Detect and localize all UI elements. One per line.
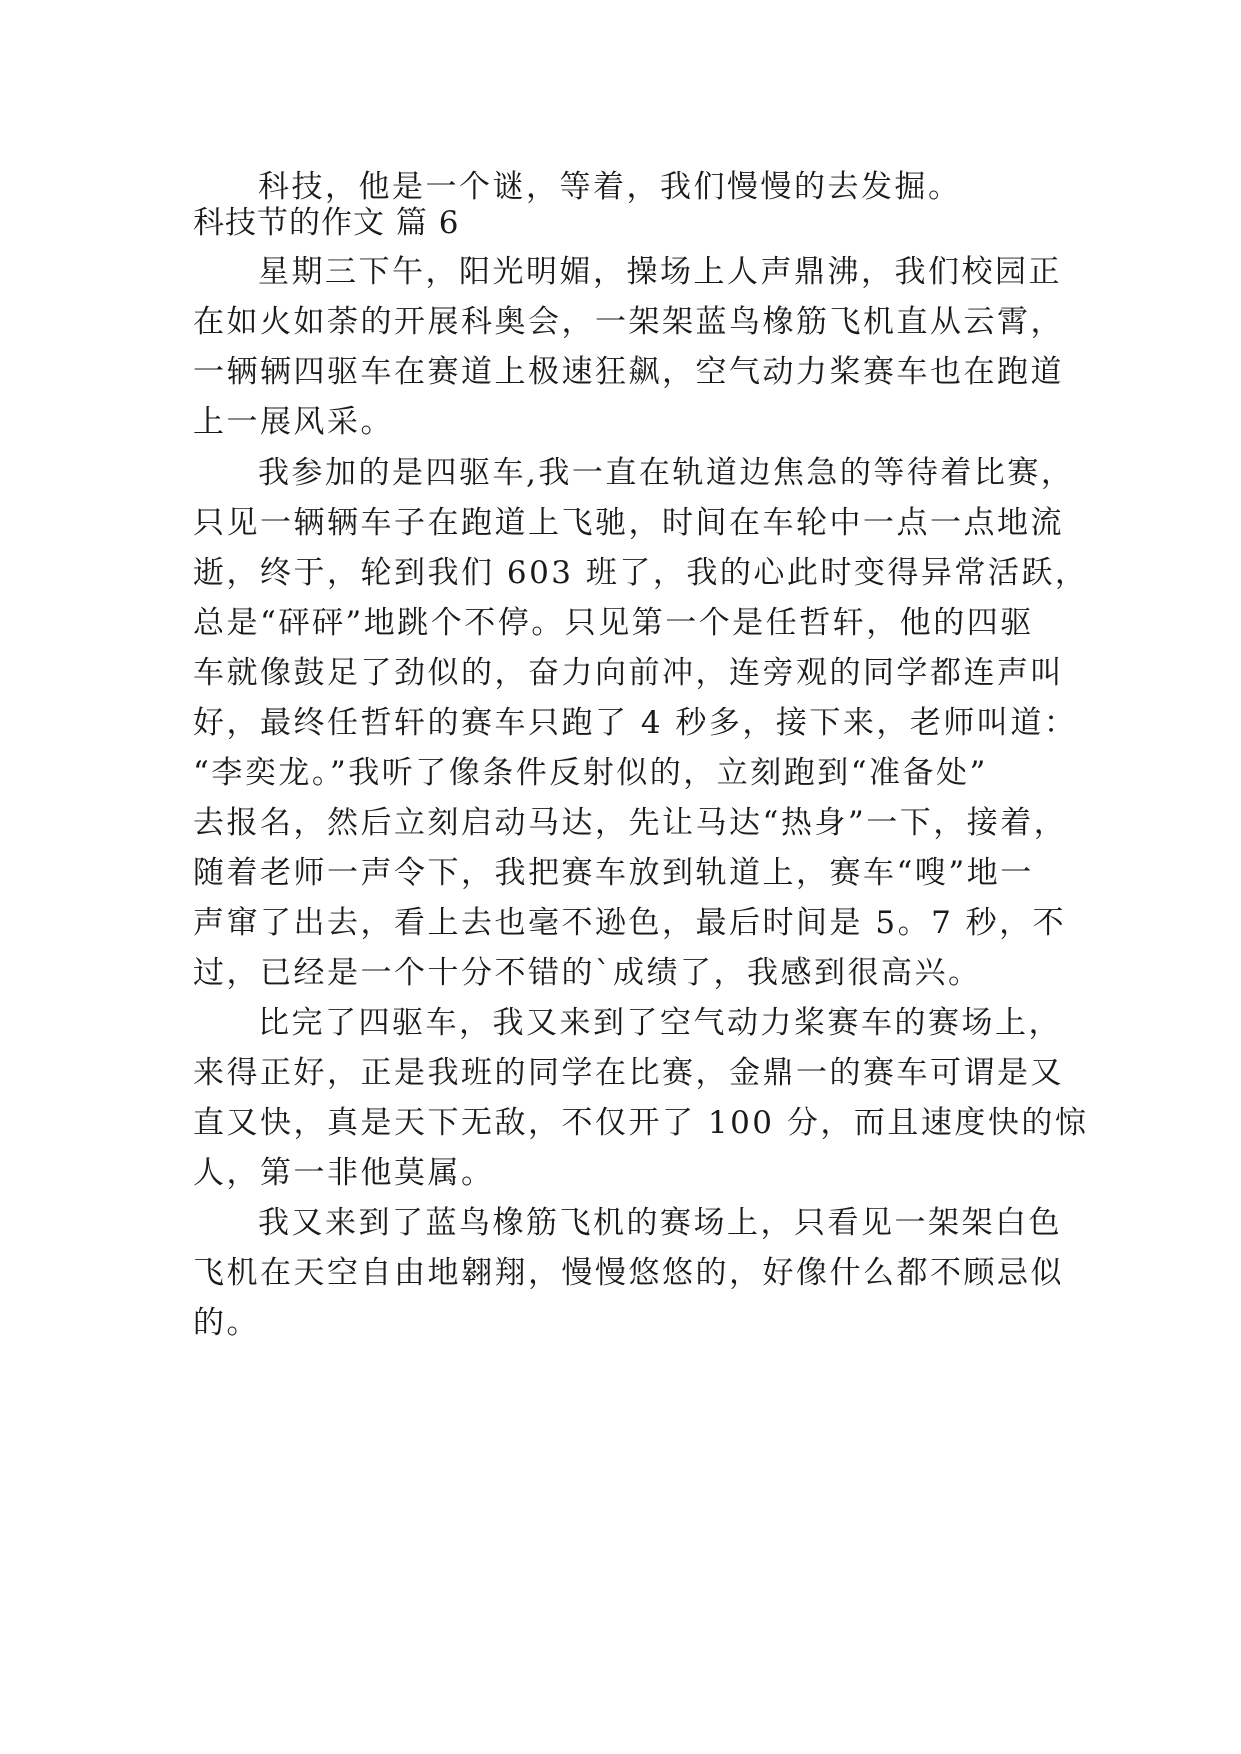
text-line: 逝，终于，轮到我们 603 班了，我的心此时变得异常活跃， [193, 555, 1089, 591]
text-line: 过，已经是一个十分不错的`成绩了，我感到很高兴。 [193, 955, 982, 991]
text-line: 一辆辆四驱车在赛道上极速狂飙，空气动力桨赛车也在跑道 [193, 354, 1064, 390]
text-line: 的。 [193, 1305, 260, 1341]
text-line: 比完了四驱车，我又来到了空气动力桨赛车的赛场上， [258, 1005, 1062, 1041]
text-line: 随着老师一声令下，我把赛车放到轨道上，赛车“嗖”地一 [193, 855, 1034, 891]
text-line: “李奕龙。”我听了像条件反射似的，立刻跑到“准备处” [193, 755, 988, 791]
text-line: 好，最终任哲轩的赛车只跑了 4 秒多，接下来，老师叫道： [193, 705, 1078, 741]
text-line: 飞机在天空自由地翱翔，慢慢悠悠的，好像什么都不顾忌似 [193, 1255, 1064, 1291]
text-line: 上一展风采。 [193, 404, 394, 440]
text-line: 总是“砰砰”地跳个不停。只见第一个是任哲轩，他的四驱 [193, 605, 1034, 641]
text-line: 我参加的是四驱车,我一直在轨道边焦急的等待着比赛， [258, 455, 1075, 491]
text-line: 在如火如荼的开展科奥会，一架架蓝鸟橡筋飞机直从云霄， [193, 304, 1064, 340]
text-line: 直又快，真是天下无敌，不仅开了 100 分，而且速度快的惊 [193, 1105, 1089, 1141]
text-line: 来得正好，正是我班的同学在比赛，金鼎一的赛车可谓是又 [193, 1055, 1064, 1091]
section-heading: 科技节的作文 篇 6 [193, 205, 460, 241]
text-line: 我又来到了蓝鸟橡筋飞机的赛场上，只看见一架架白色 [258, 1205, 1062, 1241]
text-line: 只见一辆辆车子在跑道上飞驰，时间在车轮中一点一点地流 [193, 505, 1064, 541]
text-line: 声窜了出去，看上去也毫不逊色，最后时间是 5。7 秒，不 [193, 905, 1067, 941]
text-line: 科技，他是一个谜，等着，我们慢慢的去发掘。 [258, 169, 962, 205]
text-line: 去报名，然后立刻启动马达，先让马达“热身”一下，接着， [193, 805, 1068, 841]
text-line: 车就像鼓足了劲似的，奋力向前冲，连旁观的同学都连声叫 [193, 655, 1064, 691]
text-line: 人，第一非他莫属。 [193, 1155, 495, 1191]
text-line: 星期三下午，阳光明媚，操场上人声鼎沸，我们校园正 [258, 254, 1062, 290]
